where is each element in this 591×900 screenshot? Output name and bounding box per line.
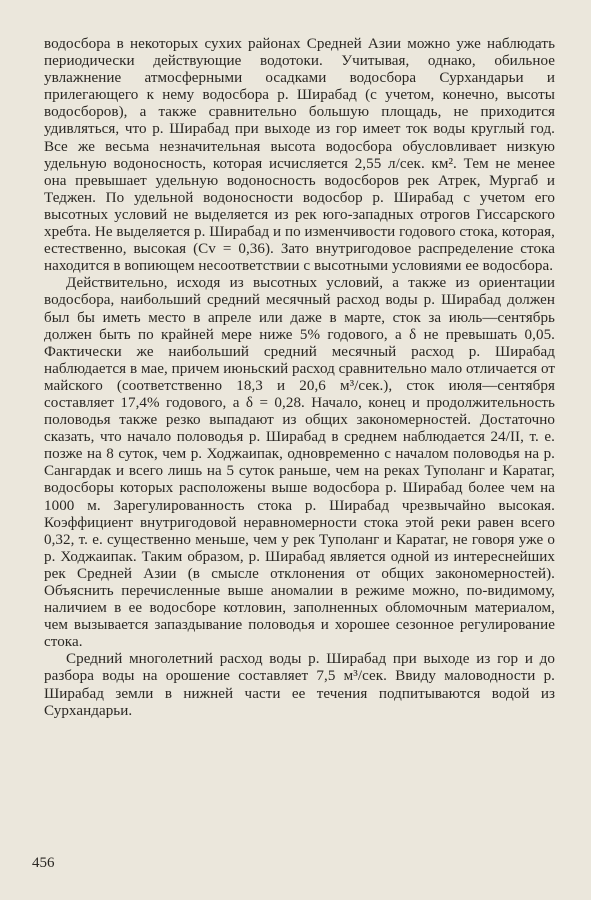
paragraph-2: Действительно, исходя из высотных условий, а также из ориентации водосбора, наибольший средний месячный расход воды р. Ширабад должен был бы иметь место в апреле или даже в марте, сток за июль—сентябрь должен быть по крайней мере ниже 5% годового, а δ не превышать 0,05. Фактически же наибольший средний месячный расход р. Ширабад наблюдается в мае, причем июньский расход сравнительно мало отличается от майского (соответственно 18,3 и 20,6 м³/сек.), сток июля—сентября составляет 17,4% годового, а δ = 0,28. Начало, конец и продолжительность половодья также резко выпадают из общих закономерностей. Достаточно сказать, что начало половодья р. Ширабад в среднем наблюдается 24/II, т. е. позже на 8 суток, чем р. Ходжаипак, одновременно с началом половодья на р. Сангардак и всего лишь на 5 суток раньше, чем на реках Туполанг и Каратаг, водосборы которых расположены выше водосбора р. Ширабад более чем на 1000 м. Зарегулированность стока р. Ширабад чрезвычайно высокая. Коэффициент внутригодовой неравномерности стока этой реки равен всего 0,32, т. е. существенно меньше, чем у рек Туполанг и Каратаг, не говоря уже о р. Ходжаипак. Таким образом, р. Ширабад является одной из интереснейших рек Средней Азии (в смысле отклонения от общих закономерностей). Объяснить перечисленные выше аномалии в режиме можно, по-видимому, наличием в ее водосборе котловин, заполненных обломочным материалом, чем вызывается запаздывание половодья и хорошее сезонное регулирование стока.	[44, 275, 555, 651]
page-number: 456	[32, 855, 55, 871]
paragraph-1: водосбора в некоторых сухих районах Средней Азии можно уже наблюдать периодически действующие водотоки. Учитывая, однако, обильное увлажнение атмосферными осадками водосбора Сурхандарьи и прилегающего к нему водосбора р. Ширабад (с учетом, конечно, высоты водосборов), а также сравнительно большую площадь, не приходится удивляться, что р. Ширабад при выходе из гор имеет ток воды круглый год. Все же весьма незначительная высота водосбора обусловливает низкую удельную водоносность, которая исчисляется 2,55 л/сек. км². Тем не менее она превышает удельную водоносность водосборов рек Атрек, Мургаб и Теджен. По удельной водоносности водосбор р. Ширабад с учетом его высотных условий не выделяется из рек юго-западных отрогов Гиссарского хребта. Не выделяется р. Ширабад и по изменчивости годового стока, которая, естественно, высокая (Cv = 0,36). Зато внутригодовое распределение стока находится в вопиющем несоответствии с высотными условиями ее водосбора.	[44, 36, 555, 275]
paragraph-3: Средний многолетний расход воды р. Ширабад при выходе из гор и до разбора воды на орошение составляет 7,5 м³/сек. Ввиду маловодности р. Ширабад земли в нижней части ее течения подпитываются водой из Сурхандарьи.	[44, 651, 555, 719]
